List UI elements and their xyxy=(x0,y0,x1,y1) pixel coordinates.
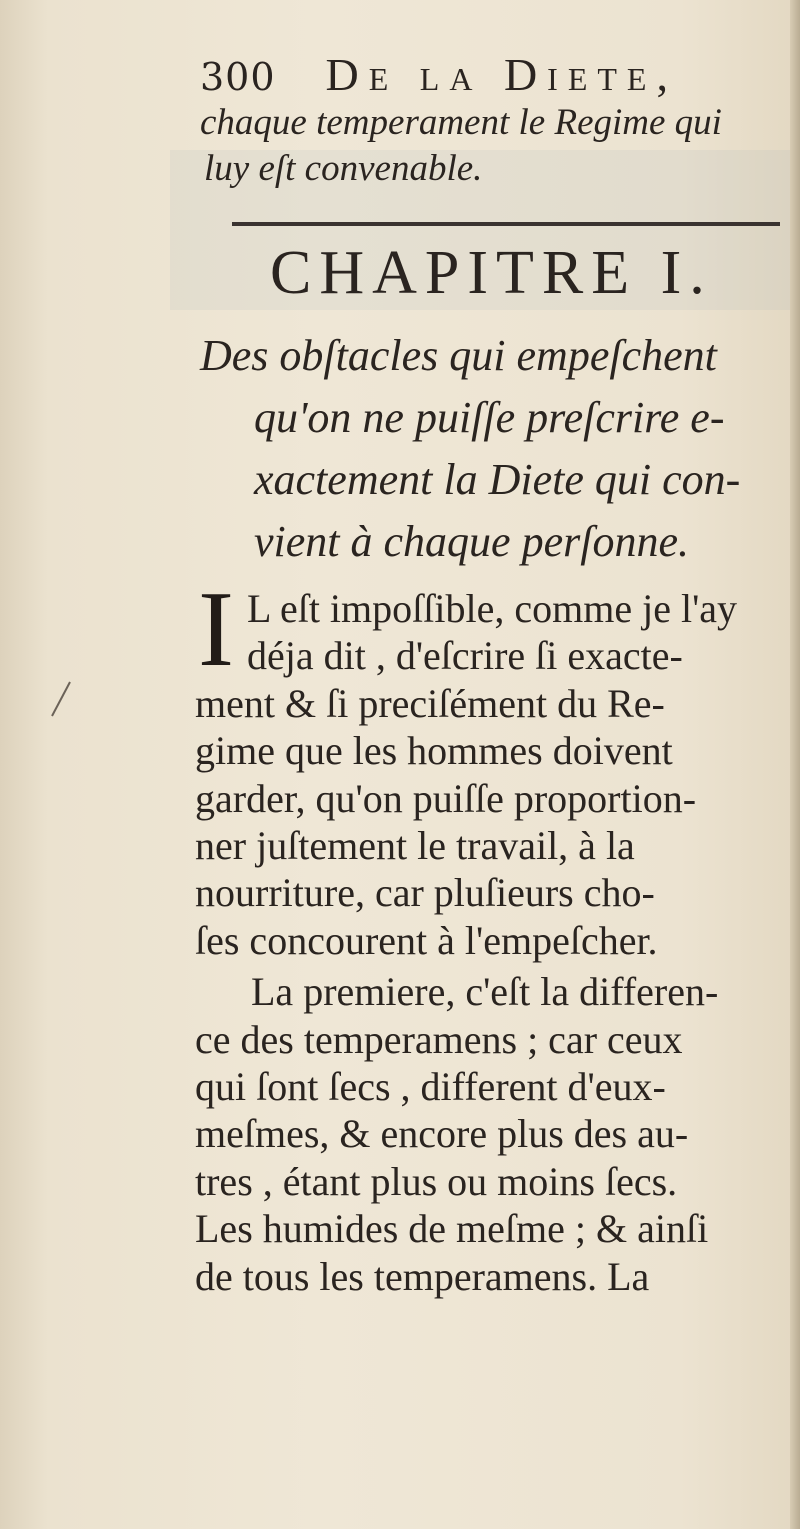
subtitle-line: xactement la Diete qui con- xyxy=(254,455,741,504)
chapter-subtitle xyxy=(200,325,790,573)
section-rule xyxy=(232,222,780,226)
page-number: 300 xyxy=(200,55,276,99)
subtitle-line: Des obſtacles qui empeſchent xyxy=(200,331,717,380)
subtitle-line: qu'on ne puiſſe preſcrire e- xyxy=(254,393,725,442)
text-line: garder, qu'on puiſſe proportion- xyxy=(195,775,697,821)
paragraph-2 xyxy=(195,968,790,1300)
text-line: tres , étant plus ou moins ſecs. xyxy=(195,1158,678,1204)
text-line: ſes concourent à l'empeſcher. xyxy=(195,917,658,963)
intro-text xyxy=(200,100,790,192)
text-line: ner juſtement le travail, à la xyxy=(195,823,635,869)
intro-line: luy eſt convenable. xyxy=(204,148,483,189)
drop-initial: I xyxy=(198,570,234,689)
paragraph-1 xyxy=(195,585,790,964)
text-line: nourriture, car pluſieurs cho- xyxy=(195,870,655,916)
chapter-title: CHAPITRE I. xyxy=(270,239,713,307)
page-gutter-edge xyxy=(790,0,800,1529)
text-line: ce des temperamens ; car ceux xyxy=(195,1016,683,1062)
text-line: de tous les temperamens. La xyxy=(195,1253,650,1299)
body-text xyxy=(195,585,790,1300)
text-line: L eſt impoſſible, comme je l'ay xyxy=(247,586,738,631)
text-line: ment & ſi preciſément du Re- xyxy=(195,680,665,726)
text-line: La premiere, c'eſt la differen- xyxy=(251,969,719,1015)
intro-line: chaque temperament le Regime qui xyxy=(200,102,722,143)
text-line: déja dit , d'eſcrire ſi exacte- xyxy=(247,633,683,679)
running-header xyxy=(200,48,790,100)
text-line: Les humides de meſme ; & ainſi xyxy=(195,1206,709,1252)
subtitle-line: vient à chaque perſonne. xyxy=(254,517,689,566)
text-line: qui ſont ſecs , different d'eux- xyxy=(195,1064,666,1110)
running-title: De la Diete, xyxy=(325,49,678,100)
text-line: meſmes, & encore plus des au- xyxy=(195,1111,689,1157)
pencil-mark xyxy=(48,680,74,720)
text-line: gime que les hommes doivent xyxy=(195,728,673,774)
